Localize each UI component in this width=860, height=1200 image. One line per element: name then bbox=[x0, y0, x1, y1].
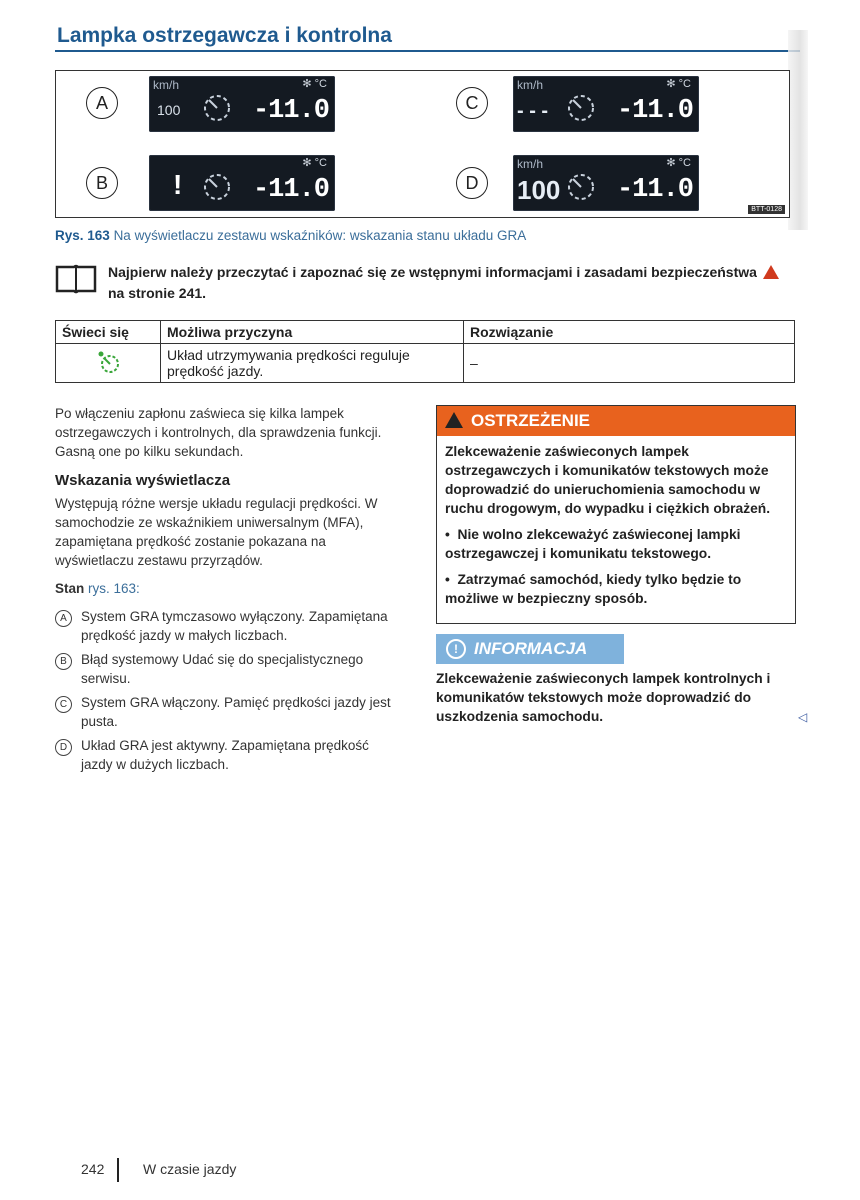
degree-unit: °C bbox=[678, 78, 691, 90]
table-row bbox=[56, 344, 795, 383]
continue-arrow-icon: ◁ bbox=[798, 710, 808, 724]
panel-label-d: D bbox=[456, 167, 488, 199]
item-text: System GRA włączony. Pamięć prędkości jazdy jest pusta. bbox=[81, 695, 391, 729]
note-link[interactable]: na stronie 241. bbox=[108, 285, 207, 301]
cruise-control-icon bbox=[95, 349, 121, 375]
warning-triangle-icon bbox=[763, 265, 779, 279]
state-label bbox=[55, 579, 400, 598]
speed-unit: km/h bbox=[517, 157, 544, 171]
speedometer-icon bbox=[563, 167, 599, 203]
speed-unit: km/h bbox=[517, 78, 544, 92]
info-header bbox=[436, 634, 624, 664]
item-text: Błąd systemowy Udać się do specjalistycznego serwisu. bbox=[81, 652, 364, 686]
title-divider bbox=[55, 50, 800, 52]
stored-speed: 100 bbox=[157, 102, 181, 118]
note-text: Najpierw należy przeczytać i zapoznać się ze wstępnymi informacjami i zasadami bezpieczeństwa bbox=[108, 264, 757, 280]
display-paragraph: Występują różne wersje układu regulacji prędkości. W samochodzie ze wskaźnikiem uniwersalnym (MFA), zapamiętana prędkość zostanie pokazana na wyświetlaczu zestawu przyrządów. bbox=[55, 496, 378, 568]
state-label-text: Stan bbox=[55, 581, 85, 596]
lcd-panel-b bbox=[149, 155, 335, 211]
page-edge bbox=[788, 30, 808, 230]
bullet-text: Zatrzymać samochód, kiedy tylko będzie to możliwe w bezpieczny sposób. bbox=[445, 572, 742, 606]
left-column bbox=[55, 404, 400, 779]
warning-box bbox=[436, 405, 796, 624]
solution-cell: – bbox=[464, 344, 795, 383]
caption-ref: Rys. 163 bbox=[55, 228, 110, 243]
outside-temperature: -11.0 bbox=[252, 175, 329, 205]
list-item bbox=[55, 650, 400, 688]
outside-temperature: -11.0 bbox=[616, 96, 693, 126]
figure-163 bbox=[55, 70, 790, 218]
speed-unit: km/h bbox=[153, 78, 180, 92]
lcd-panel-a bbox=[149, 76, 335, 132]
page-number: 242 bbox=[81, 1161, 105, 1177]
panel-label-a: A bbox=[86, 87, 118, 119]
snowflake-icon: ✻ °C bbox=[666, 78, 691, 90]
cause-cell: Układ utrzymywania prędkości reguluje prędkość jazdy. bbox=[161, 344, 464, 383]
book-icon bbox=[55, 261, 97, 295]
figure-code: BTT-0128 bbox=[748, 205, 785, 214]
page-title: Lampka ostrzegawcza i kontrolna bbox=[57, 24, 392, 47]
speedometer-icon bbox=[563, 88, 599, 124]
error-exclamation: ! bbox=[173, 169, 183, 200]
figure-link[interactable]: rys. 163: bbox=[88, 581, 140, 596]
degree-unit: °C bbox=[314, 157, 327, 169]
footer-divider bbox=[117, 1158, 119, 1182]
safety-note bbox=[108, 262, 788, 304]
snowflake-icon: ✻ °C bbox=[302, 78, 327, 90]
item-label: D bbox=[55, 739, 72, 756]
warning-bullet: • Zatrzymać samochód, kiedy tylko będzie to możliwe w bezpieczny sposób. bbox=[445, 572, 742, 606]
panel-label-b: B bbox=[86, 167, 118, 199]
info-circle-icon: ! bbox=[446, 639, 466, 659]
warning-title: OSTRZEŻENIE bbox=[471, 411, 591, 430]
item-label: A bbox=[55, 610, 72, 627]
caption-text: Na wyświetlaczu zestawu wskaźników: wskazania stanu układu GRA bbox=[113, 228, 527, 243]
speedometer-icon bbox=[199, 167, 235, 203]
speedometer-icon bbox=[199, 88, 235, 124]
item-text: Układ GRA jest aktywny. Zapamiętana prędkość jazdy w dużych liczbach. bbox=[81, 738, 369, 772]
warning-text: Zlekceważenie zaświeconych lampek ostrzegawczych i komunikatów tekstowych może doprowadzić do unieruchomienia samochodu w ruchu drogowym, do wypadku i ciężkich obrażeń. bbox=[445, 444, 771, 516]
item-label: C bbox=[55, 696, 72, 713]
list-item bbox=[55, 736, 400, 774]
list-item bbox=[55, 693, 400, 731]
figure-caption bbox=[55, 228, 526, 243]
stored-speed: 100 bbox=[517, 175, 561, 205]
item-text: System GRA tymczasowo wyłączony. Zapamiętana prędkość jazdy w małych liczbach. bbox=[81, 609, 388, 643]
lcd-panel-c bbox=[513, 76, 699, 132]
warning-triangle-icon bbox=[445, 412, 463, 428]
warning-bullet: • Nie wolno zlekceważyć zaświeconej lampki ostrzegawczej i komunikatu tekstowego. bbox=[445, 527, 741, 561]
section-heading: Wskazania wyświetlacza bbox=[55, 472, 231, 489]
panel-label-c: C bbox=[456, 87, 488, 119]
bullet-text: Nie wolno zlekceważyć zaświeconej lampki ostrzegawczej i komunikatu tekstowego. bbox=[445, 527, 741, 561]
item-label: B bbox=[55, 653, 72, 670]
info-body: Zlekceważenie zaświeconych lampek kontrolnych i komunikatów tekstowych może doprowadzić do uszkodzenia samochodu. bbox=[436, 671, 771, 724]
table-header: Możliwa przyczyna bbox=[161, 321, 464, 344]
outside-temperature: -11.0 bbox=[616, 175, 693, 205]
table-header: Świeci się bbox=[56, 321, 161, 344]
lamp-cell bbox=[56, 344, 161, 383]
intro-paragraph: Po włączeniu zapłonu zaświeca się kilka lampek ostrzegawczych i kontrolnych, dla sprawdzenia funkcji. Gasną one po kilku sekundach. bbox=[55, 406, 382, 459]
warning-header bbox=[437, 406, 795, 436]
section-name: W czasie jazdy bbox=[143, 1161, 237, 1177]
outside-temperature: -11.0 bbox=[252, 96, 329, 126]
snowflake-icon: ✻ °C bbox=[302, 157, 327, 169]
table-header-row bbox=[56, 321, 795, 344]
snowflake-icon: ✻ °C bbox=[666, 157, 691, 169]
lamp-table bbox=[55, 320, 795, 383]
warning-body bbox=[437, 436, 795, 608]
table-header: Rozwiązanie bbox=[464, 321, 795, 344]
list-item bbox=[55, 607, 400, 645]
degree-unit: °C bbox=[314, 78, 327, 90]
degree-unit: °C bbox=[678, 157, 691, 169]
stored-speed: - - - bbox=[517, 100, 549, 122]
lcd-panel-d bbox=[513, 155, 699, 211]
info-title: INFORMACJA bbox=[474, 639, 588, 658]
